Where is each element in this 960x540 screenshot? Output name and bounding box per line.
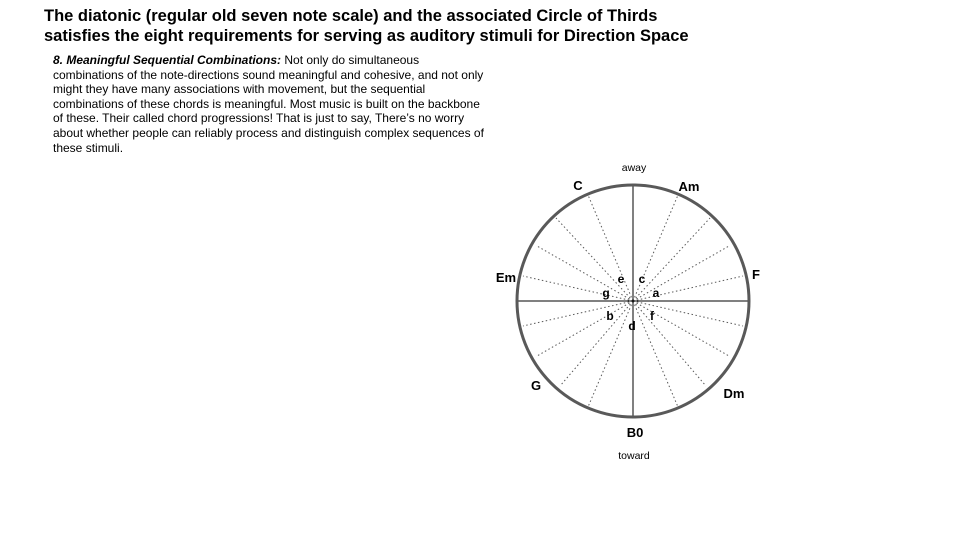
body-text: Not only do simultaneous combinations of the note-directions sound meaningful and cohesive, and not only might they have many associations with movement, but the sequential combinations of these chords is meaningful. Most music is built on the backbone of these. Their called chord progressions! That is just to say, There’s no worry about whether people can reliably process and distinguish complex sequences of these stimuli. xyxy=(53,53,484,155)
chord-label-dm: Dm xyxy=(723,386,745,401)
direction-away-label: away xyxy=(621,162,647,174)
chord-label-g: G xyxy=(530,378,542,393)
note-label-c: c xyxy=(638,272,646,286)
note-label-d: d xyxy=(628,319,636,333)
slide-title-line-1: The diatonic (regular old seven note scale) and the associated Circle of Thirds xyxy=(44,7,658,25)
note-label-g: g xyxy=(602,286,610,300)
note-label-e: e xyxy=(617,272,625,286)
chord-label-f: F xyxy=(752,267,760,282)
slide-title-line-2: satisfies the eight requirements for serving as auditory stimuli for Direction Space xyxy=(44,27,689,45)
chord-label-am: Am xyxy=(678,179,700,194)
chord-label-b0: B0 xyxy=(626,425,644,440)
chord-label-c: C xyxy=(573,178,583,193)
body-lead: 8. Meaningful Sequential Combinations: xyxy=(53,53,282,67)
note-label-a: a xyxy=(652,286,660,300)
chord-label-em: Em xyxy=(495,270,517,285)
direction-toward-label: toward xyxy=(618,450,650,462)
note-label-b: b xyxy=(606,309,614,323)
note-label-f: f xyxy=(650,309,654,323)
